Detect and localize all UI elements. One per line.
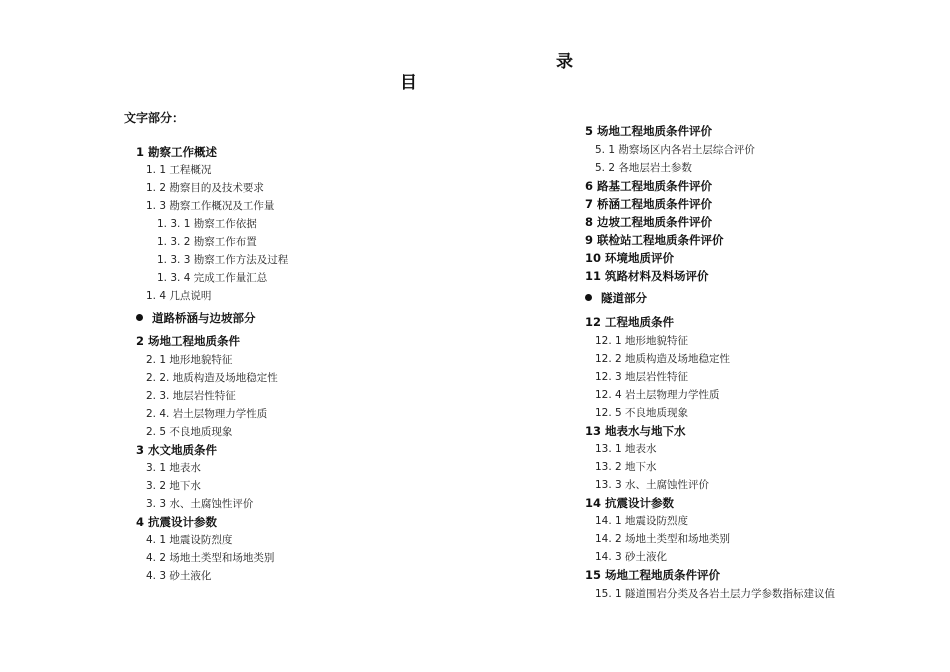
toc-subitem (146, 425, 232, 439)
toc-entry-text: 15. 1 隧道围岩分类及各岩土层力学参数指标建议值 (595, 588, 836, 600)
toc-entry-text: 8 边坡工程地质条件评价 (585, 215, 713, 229)
toc-subitem (146, 389, 236, 403)
toc-subitem (146, 497, 253, 511)
toc-chapter (585, 179, 712, 193)
toc-chapter (136, 145, 217, 159)
toc-entry-text: 9 联检站工程地质条件评价 (585, 233, 724, 247)
toc-entry-text: 2. 4. 岩土层物理力学性质 (146, 408, 268, 420)
toc-chapter (136, 443, 217, 457)
toc-chapter (585, 568, 720, 582)
toc-subitem (157, 271, 267, 285)
toc-entry-text: 14 抗震设计参数 (585, 496, 675, 510)
toc-subitem (146, 479, 201, 493)
title-char-bottom: 目 (400, 73, 417, 93)
toc-entry-text: 1. 3. 2 勘察工作布置 (157, 236, 257, 248)
toc-subitem (146, 551, 274, 565)
toc-chapter (136, 515, 217, 529)
toc-entry-text: 3. 1 地表水 (146, 462, 201, 474)
toc-entry-text: 13. 3 水、土腐蚀性评价 (595, 479, 710, 491)
toc-subitem (595, 442, 657, 456)
toc-chapter (585, 197, 712, 211)
toc-chapter (585, 251, 674, 265)
toc-subitem (146, 569, 211, 583)
toc-subitem (146, 533, 232, 547)
toc-chapter (585, 215, 712, 229)
toc-entry-text: 3. 3 水、土腐蚀性评价 (146, 498, 254, 510)
toc-entry-text: 2. 5 不良地质现象 (146, 426, 233, 438)
toc-chapter (136, 334, 240, 348)
toc-entry-text: 13. 1 地表水 (595, 443, 657, 455)
toc-chapter (585, 233, 724, 247)
toc-subitem (146, 407, 267, 421)
toc-subitem (146, 181, 264, 195)
toc-entry-text: 2. 3. 地层岩性特征 (146, 390, 236, 402)
toc-entry-text: 12. 2 地质构造及场地稳定性 (595, 353, 731, 365)
toc-subitem (595, 161, 692, 175)
toc-entry-text: 2. 2. 地质构造及场地稳定性 (146, 372, 278, 384)
toc-subitem (595, 143, 755, 157)
toc-chapter (585, 424, 686, 438)
bullet-icon (136, 314, 143, 321)
toc-entry-text: 11 筑路材料及料场评价 (585, 269, 709, 283)
toc-entry-text: 13. 2 地下水 (595, 461, 657, 473)
toc-entry-text: 12. 4 岩土层物理力学性质 (595, 389, 720, 401)
toc-subitem (595, 352, 730, 366)
toc-entry-text: 4 抗震设计参数 (136, 515, 218, 529)
toc-entry-text: 1. 2 勘察目的及技术要求 (146, 182, 264, 194)
toc-subitem (595, 334, 688, 348)
toc-chapter (585, 315, 674, 329)
section-label: 文字部分： (124, 111, 185, 125)
toc-subitem (146, 199, 274, 213)
toc-entry-text: 5. 2 各地层岩土参数 (595, 162, 692, 174)
toc-entry-text: 12. 1 地形地貌特征 (595, 335, 689, 347)
toc-chapter (585, 269, 709, 283)
toc-entry-text: 15 场地工程地质条件评价 (585, 568, 721, 582)
toc-entry-text: 1. 3. 3 勘察工作方法及过程 (157, 254, 289, 266)
toc-entry-text: 13 地表水与地下水 (585, 424, 686, 438)
toc-subitem (595, 514, 688, 528)
toc-entry-text: 隧道部分 (601, 291, 647, 305)
toc-entry-text: 1. 4 几点说明 (146, 290, 212, 302)
toc-section-heading (136, 311, 256, 325)
toc-entry-text: 3 水文地质条件 (136, 443, 218, 457)
title-char-top: 录 (556, 52, 573, 72)
toc-entry-text: 12. 3 地层岩性特征 (595, 371, 689, 383)
toc-entry-text: 2. 1 地形地貌特征 (146, 354, 233, 366)
toc-entry-text: 14. 1 地震设防烈度 (595, 515, 689, 527)
toc-entry-text: 5. 1 勘察场区内各岩土层综合评价 (595, 144, 755, 156)
toc-subitem (595, 550, 667, 564)
toc-subitem (157, 235, 257, 249)
toc-entry-text: 10 环境地质评价 (585, 251, 675, 265)
toc-entry-text: 1. 1 工程概况 (146, 164, 212, 176)
toc-subitem (595, 587, 835, 601)
toc-subitem (595, 478, 709, 492)
toc-subitem (595, 370, 688, 384)
toc-entry-text: 4. 1 地震设防烈度 (146, 534, 233, 546)
toc-chapter (585, 496, 674, 510)
toc-entry-text: 道路桥涵与边坡部分 (152, 311, 256, 325)
toc-entry-text: 7 桥涵工程地质条件评价 (585, 197, 713, 211)
toc-chapter (585, 124, 712, 138)
toc-entry-text: 3. 2 地下水 (146, 480, 201, 492)
toc-subitem (157, 217, 257, 231)
toc-entry-text: 6 路基工程地质条件评价 (585, 179, 713, 193)
toc-subitem (595, 532, 730, 546)
toc-entry-text: 14. 2 场地土类型和场地类别 (595, 533, 731, 545)
toc-subitem (146, 163, 211, 177)
toc-entry-text: 2 场地工程地质条件 (136, 334, 241, 348)
toc-entry-text: 12 工程地质条件 (585, 315, 675, 329)
toc-subitem (157, 253, 288, 267)
toc-entry-text: 5 场地工程地质条件评价 (585, 124, 713, 138)
toc-entry-text: 12. 5 不良地质现象 (595, 407, 689, 419)
toc-entry-text: 1. 3. 4 完成工作量汇总 (157, 272, 268, 284)
toc-section-heading (585, 291, 647, 305)
toc-subitem (595, 388, 720, 402)
bullet-icon (585, 294, 592, 301)
toc-subitem (146, 353, 232, 367)
toc-subitem (595, 406, 688, 420)
toc-entry-text: 4. 3 砂土液化 (146, 570, 212, 582)
toc-subitem (146, 289, 211, 303)
toc-subitem (146, 461, 201, 475)
toc-entry-text: 1 勘察工作概述 (136, 145, 218, 159)
toc-entry-text: 1. 3 勘察工作概况及工作量 (146, 200, 275, 212)
toc-subitem (146, 371, 278, 385)
toc-entry-text: 14. 3 砂土液化 (595, 551, 668, 563)
toc-subitem (595, 460, 657, 474)
toc-entry-text: 4. 2 场地土类型和场地类别 (146, 552, 275, 564)
toc-entry-text: 1. 3. 1 勘察工作依据 (157, 218, 257, 230)
